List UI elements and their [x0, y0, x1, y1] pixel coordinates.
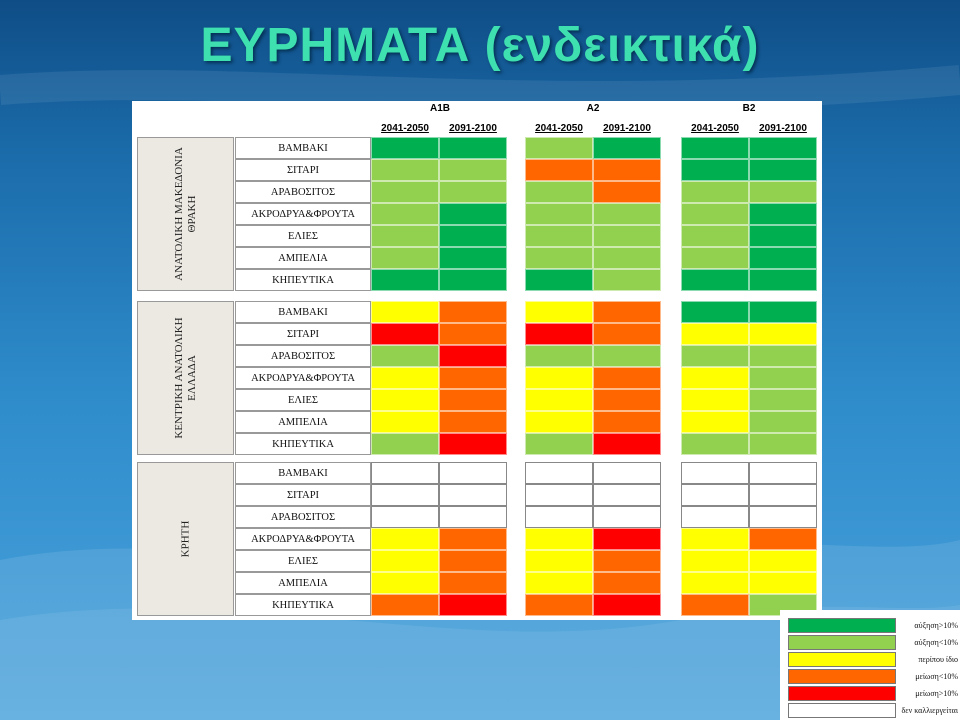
crop-label: ΣΙΤΑΡΙ — [235, 323, 371, 345]
projection-cell — [439, 462, 507, 484]
projection-cell — [525, 225, 593, 247]
projection-cell — [593, 345, 661, 367]
projection-cell — [593, 367, 661, 389]
crop-label: ΕΛΙΕΣ — [235, 225, 371, 247]
projection-cell — [525, 506, 593, 528]
period-header: 2091-2100 — [603, 123, 651, 134]
projection-cell — [525, 137, 593, 159]
projection-cell — [525, 411, 593, 433]
projection-cell — [749, 247, 817, 269]
region-name — [179, 521, 192, 558]
period-header: 2041-2050 — [691, 123, 739, 134]
projection-cell — [593, 181, 661, 203]
projection-cell — [439, 203, 507, 225]
projection-cell — [371, 137, 439, 159]
region-name-line: ΘΡΑΚΗ — [185, 195, 198, 233]
projection-cell — [681, 389, 749, 411]
projection-cell — [525, 345, 593, 367]
projection-cell — [371, 411, 439, 433]
color-legend — [780, 610, 960, 720]
crop-label: ΒΑΜΒΑΚΙ — [235, 137, 371, 159]
projection-cell — [593, 550, 661, 572]
legend-label: αύξηση<10% — [914, 638, 958, 647]
projection-cell — [681, 345, 749, 367]
projection-cell — [371, 159, 439, 181]
projection-cell — [593, 594, 661, 616]
projection-cell — [371, 301, 439, 323]
projection-cell — [749, 225, 817, 247]
projection-cell — [439, 433, 507, 455]
crop-label: ΚΗΠΕΥΤΙΚΑ — [235, 594, 371, 616]
scenario-header: B2 — [742, 103, 756, 114]
projection-cell — [439, 389, 507, 411]
region-name — [173, 147, 199, 281]
projection-cell — [593, 484, 661, 506]
page-title: ΕΥΡΗΜΑΤΑ (ενδεικτικά) — [200, 19, 760, 72]
projection-cell — [439, 345, 507, 367]
projection-cell — [749, 159, 817, 181]
projection-cell — [681, 181, 749, 203]
projection-cell — [681, 594, 749, 616]
projection-cell — [439, 411, 507, 433]
projection-cell — [681, 367, 749, 389]
projection-cell — [749, 203, 817, 225]
legend-swatch — [788, 703, 896, 718]
legend-label: περίπου ίδιο — [918, 655, 958, 664]
legend-swatch — [788, 669, 896, 684]
projection-cell — [593, 301, 661, 323]
projection-cell — [439, 269, 507, 291]
projection-cell — [681, 484, 749, 506]
crop-label: ΣΙΤΑΡΙ — [235, 484, 371, 506]
projection-cell — [681, 411, 749, 433]
projection-cell — [439, 594, 507, 616]
projection-cell — [371, 269, 439, 291]
projection-cell — [439, 528, 507, 550]
legend-label: μείωση>10% — [915, 689, 958, 698]
projection-cell — [371, 572, 439, 594]
projection-cell — [525, 159, 593, 181]
crop-label: ΒΑΜΒΑΚΙ — [235, 462, 371, 484]
projection-cell — [593, 506, 661, 528]
projection-cell — [371, 225, 439, 247]
period-header: 2041-2050 — [535, 123, 583, 134]
crop-label: ΑΡΑΒΟΣΙΤΟΣ — [235, 345, 371, 367]
crop-label: ΑΜΠΕΛΙΑ — [235, 411, 371, 433]
crop-label: ΚΗΠΕΥΤΙΚΑ — [235, 433, 371, 455]
projection-cell — [371, 550, 439, 572]
crop-label: ΕΛΙΕΣ — [235, 389, 371, 411]
projection-cell — [681, 433, 749, 455]
projection-cell — [593, 247, 661, 269]
projection-cell — [439, 225, 507, 247]
projection-cell — [749, 323, 817, 345]
legend-swatch — [788, 652, 896, 667]
projection-cell — [525, 247, 593, 269]
projection-cell — [593, 528, 661, 550]
projection-cell — [439, 484, 507, 506]
crop-label: ΑΜΠΕΛΙΑ — [235, 247, 371, 269]
projection-cell — [749, 269, 817, 291]
projection-cell — [749, 506, 817, 528]
projection-cell — [681, 159, 749, 181]
region-name-line: ΕΛΛΑΔΑ — [185, 355, 198, 401]
period-header: 2091-2100 — [449, 123, 497, 134]
crop-label: ΑΡΑΒΟΣΙΤΟΣ — [235, 506, 371, 528]
projection-cell — [525, 550, 593, 572]
crop-label: ΣΙΤΑΡΙ — [235, 159, 371, 181]
projection-cell — [439, 323, 507, 345]
projection-cell — [439, 550, 507, 572]
projection-cell — [749, 345, 817, 367]
projection-cell — [371, 345, 439, 367]
projection-cell — [593, 411, 661, 433]
region-name-line: ΚΕΝΤΡΙΚΗ ΑΝΑΤΟΛΙΚΗ — [172, 317, 185, 439]
legend-label: δεν καλλιεργείται — [901, 706, 958, 715]
projection-cell — [749, 301, 817, 323]
projection-cell — [681, 301, 749, 323]
projection-cell — [749, 528, 817, 550]
projection-cell — [525, 301, 593, 323]
projection-cell — [525, 484, 593, 506]
projection-cell — [593, 323, 661, 345]
projection-cell — [681, 225, 749, 247]
crop-label: ΑΚΡΟΔΡΥΑ&ΦΡΟΥΤΑ — [235, 528, 371, 550]
projection-cell — [525, 203, 593, 225]
region-name-line: ΚΡΗΤΗ — [179, 520, 191, 558]
period-header: 2041-2050 — [381, 123, 429, 134]
projection-cell — [749, 367, 817, 389]
projection-cell — [681, 572, 749, 594]
crop-label: ΚΗΠΕΥΤΙΚΑ — [235, 269, 371, 291]
projection-cell — [525, 433, 593, 455]
legend-label: μείωση<10% — [915, 672, 958, 681]
projection-cell — [525, 323, 593, 345]
projection-cell — [371, 462, 439, 484]
projection-cell — [593, 225, 661, 247]
projection-cell — [525, 389, 593, 411]
projection-cell — [681, 247, 749, 269]
projection-cell — [749, 137, 817, 159]
projection-cell — [439, 137, 507, 159]
projection-cell — [749, 462, 817, 484]
projection-cell — [371, 181, 439, 203]
scenario-header: A1B — [429, 103, 450, 114]
period-header: 2091-2100 — [759, 123, 807, 134]
projection-cell — [593, 159, 661, 181]
projection-cell — [439, 301, 507, 323]
projection-cell — [681, 269, 749, 291]
projection-cell — [439, 181, 507, 203]
projection-cell — [525, 181, 593, 203]
projection-cell — [749, 484, 817, 506]
projection-cell — [439, 159, 507, 181]
projection-cell — [439, 572, 507, 594]
projection-cell — [681, 506, 749, 528]
projection-cell — [593, 137, 661, 159]
region-name-line: ΑΝΑΤΟΛΙΚΗ ΜΑΚΕΔΟΝΙΑ — [172, 147, 185, 281]
crop-label: ΑΚΡΟΔΡΥΑ&ΦΡΟΥΤΑ — [235, 203, 371, 225]
projection-cell — [593, 203, 661, 225]
projection-cell — [439, 247, 507, 269]
projection-cell — [525, 572, 593, 594]
projection-cell — [681, 137, 749, 159]
legend-swatch — [788, 618, 896, 633]
projection-cell — [525, 367, 593, 389]
projection-cell — [439, 506, 507, 528]
projection-cell — [371, 484, 439, 506]
region-label — [137, 462, 234, 616]
projection-cell — [525, 462, 593, 484]
projection-cell — [371, 247, 439, 269]
crop-label: ΑΚΡΟΔΡΥΑ&ΦΡΟΥΤΑ — [235, 367, 371, 389]
projection-cell — [525, 594, 593, 616]
projection-cell — [681, 203, 749, 225]
crop-label: ΕΛΙΕΣ — [235, 550, 371, 572]
projection-cell — [593, 389, 661, 411]
projection-cell — [525, 269, 593, 291]
region-label — [137, 137, 234, 291]
projection-cell — [371, 367, 439, 389]
projection-cell — [371, 203, 439, 225]
legend-label: αύξηση>10% — [914, 621, 958, 630]
projection-cell — [749, 572, 817, 594]
projection-cell — [371, 323, 439, 345]
projection-cell — [371, 433, 439, 455]
projection-cell — [681, 462, 749, 484]
projection-cell — [593, 269, 661, 291]
projection-cell — [749, 550, 817, 572]
projection-cell — [749, 181, 817, 203]
crop-label: ΒΑΜΒΑΚΙ — [235, 301, 371, 323]
legend-swatch — [788, 635, 896, 650]
projection-cell — [593, 433, 661, 455]
projection-cell — [681, 550, 749, 572]
projection-cell — [749, 433, 817, 455]
projection-cell — [749, 411, 817, 433]
region-label — [137, 301, 234, 455]
crop-label: ΑΡΑΒΟΣΙΤΟΣ — [235, 181, 371, 203]
projection-cell — [593, 572, 661, 594]
projection-cell — [593, 462, 661, 484]
region-name — [173, 317, 199, 438]
projection-cell — [371, 389, 439, 411]
results-table — [132, 101, 822, 620]
projection-cell — [371, 506, 439, 528]
projection-cell — [681, 323, 749, 345]
projection-cell — [371, 528, 439, 550]
projection-cell — [749, 389, 817, 411]
scenario-header: A2 — [586, 103, 600, 114]
crop-label: ΑΜΠΕΛΙΑ — [235, 572, 371, 594]
projection-cell — [371, 594, 439, 616]
projection-cell — [439, 367, 507, 389]
legend-swatch — [788, 686, 896, 701]
projection-cell — [525, 528, 593, 550]
projection-cell — [681, 528, 749, 550]
